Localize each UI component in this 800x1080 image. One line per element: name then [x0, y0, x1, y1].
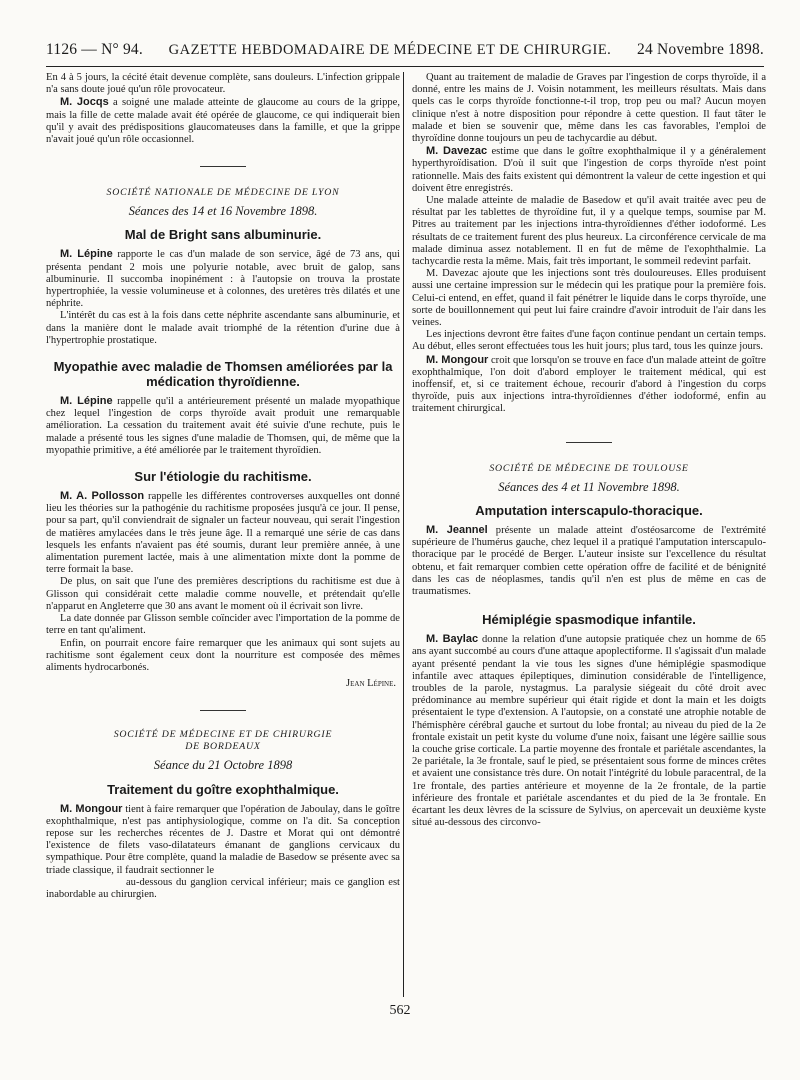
- paragraph: [46, 803, 400, 877]
- society-heading: SOCIÉTÉ NATIONALE DE MÉDECINE DE LYON: [106, 187, 340, 199]
- paragraph: [412, 633, 766, 829]
- paragraph: M. Davezac ajoute que les injections sont très douloureuses. Elles produisent aussi une certaine impression sur le médecin qui les pratique pour la première fois. Celui-ci entend, en effet, quand il fait pénétrer le liquide dans le corps thyroïde, une sorte de bouillonnement qui peut lui faire craindre d'avoir introduit de l'air dans les veines.: [412, 268, 766, 329]
- section-title: Myopathie avec maladie de Thomsen améliorées par la médication thyroïdienne.: [53, 359, 393, 390]
- paragraph: Enfin, on pourrait encore faire remarquer que les animaux qui sont sujets au rachitisme sont également ceux dont la nourriture est composée des mêmes aliments hydrocarbonés.: [46, 637, 400, 673]
- speaker: M. Mongour: [60, 802, 123, 815]
- paragraph: L'intérêt du cas est à la fois dans cette néphrite ascendante sans albuminurie, et dans la manière dont le malade avait triomphé de la rétention d'urine due à l'hypertrophie prostatique.: [46, 310, 400, 346]
- paragraph: au-dessous du ganglion cervical inférieur; mais ce ganglion est inabordable au chirurgien.: [46, 876, 400, 900]
- speaker: M. Jocqs: [60, 96, 109, 109]
- society-heading: SOCIÉTÉ DE MÉDECINE DE TOULOUSE: [489, 462, 689, 474]
- paragraph-text: tient à faire remarquer que l'opération de Jaboulay, dans le goître exophthalmique, n'est pas antiphysiologique, comme on l'a dit. Sa conception repose sur les recherches récentes de J. Dastre et Morat qui ont démontré l'existence de filets vaso-dilatateurs émanant de ganglions cervicaux du sympathique. Pour être complète, quand la maladie de Basedow se présente avec sa triade classique, il faudrait sectionner le: [46, 803, 400, 876]
- paragraph: De plus, on sait que l'une des premières descriptions du rachitisme est due à Glisson qui considérait cette maladie comme nouvelle, et prétendait qu'elle n'apparut en Angleterre que 30 ans avant le moment où il écrivait son livre.: [46, 576, 400, 612]
- paragraph-text: rappelle qu'il a antérieurement présenté un malade myopathique chez lequel l'ingestion de corps thyroïde avait produit une remarquable amélioration. La cessation du traitement avait été suivie d'une rechute, puis le malade a présenté tous les signes d'une maladie de Thomsen, qui, de même que la myopathie primitive, a été améliorée par le traitement thyroïdien.: [46, 396, 400, 456]
- paragraph: La date donnée par Glisson semble coïncider avec l'importation de la pomme de terre en tant qu'aliment.: [46, 613, 400, 637]
- section-separator: [200, 166, 246, 167]
- signature: Jean Lépine.: [346, 678, 396, 690]
- column-divider: [403, 72, 404, 997]
- journal-title: GAZETTE HEBDOMADAIRE DE MÉDECINE ET DE CHIRURGIE.: [168, 42, 612, 58]
- paragraph-text: croit que lorsqu'on se trouve en face d'un malade atteint de goître exophthalmique, l'on doit d'abord employer le traitement médical, qui est inoffensif, et, si ce traitement échoue, recourir d'abord à l'ingestion du corps thyroïde, puis aux injections intra-thyroïdiennes d'éther iodoformé, enfin au traitement chirurgical.: [412, 354, 766, 415]
- speaker: M. Baylac: [426, 633, 479, 646]
- paragraph-text: rappelle les différentes controverses auxquelles ont donné lieu les théories sur la pathogénie du rachitisme proposées jusqu'à ce jour. Il pense, pour sa part, qu'il conviendrait de signaler un facteur nouveau, qui serait l'ingestion de matières amylacées dans le très jeune âge. Il a remarqué une série de cas dans lesquels les enfants n'avaient pas été soumis, durant leur première année, à une alimentation purement lactée, mais à une alimentation mixte dont la pomme de terre formait la base.: [46, 491, 400, 576]
- left-column: [46, 72, 400, 901]
- section-title: Amputation interscapulo-thoracique.: [475, 502, 703, 518]
- paragraph: Les injections devront être faites d'une façon continue pendant un certain temps. Au début, elles seront effectuées tous les huit jours; plus tard, tous les quinze jours.: [412, 329, 766, 353]
- paragraph: [46, 490, 400, 576]
- speaker: M. Lépine: [60, 395, 113, 408]
- section-title: Mal de Bright sans albuminurie.: [124, 227, 322, 243]
- society-heading: SOCIÉTÉ DE MÉDECINE ET DE CHIRURGIE: [113, 729, 333, 741]
- paragraph: [412, 524, 766, 598]
- speaker: M. Mongour: [426, 353, 489, 366]
- speaker: M. Davezac: [426, 145, 488, 158]
- paragraph: Quant au traitement de maladie de Graves par l'ingestion de corps thyroïde, il a donné, entre les mains de J. Voisin notamment, les meilleurs résultats. Mais dans quels cas le corps thyroïde fonctionne-t-il trop, trop peu ou mal? Aucun moyen clinique n'est à notre disposition pour répondre à cette question. Il faut tâter le malade et bien se souvenir que, même dans les cas favorables, l'emploi de thyroïdine donne toujours un peu de tachycardie au début.: [412, 72, 766, 145]
- paragraph: [46, 395, 400, 457]
- section-separator: [566, 442, 612, 443]
- page-ref: 1126 — N° 94.: [46, 41, 143, 58]
- paragraph-text: donne la relation d'une autopsie pratiquée chez un homme de 65 ans ayant succombé au cours d'une attaque apoplectiforme. Il s'agissait d'un malade ayant présenté pendant la vie tous les signes d'une hémiplégie spasmodique infantile avec attaques épileptiques, diminution considérable de l'intelligence, troubles de la parole, nystagmus. La paralysie siégeait du côté droit avec prédominance au membre supérieur qui était rigide et dont la main et les doigts présentaient le type d'extension. A l'autopsie, on a constaté une atrophie notable de l'hémisphère cérébral gauche et surtout du lobe frontal; au niveau du pied de la 2e frontale existait un petit kyste du volume d'une noix, faisant une légère saillie sous la couche grise corticale. La partie moyenne des frontale et pariétale ascendantes, la 2e pariétale, la 3e frontale, sauf le pied, se présentaient sous forme de minces crêtes et avaient une consistance très dure. On notait l'intégrité du lobule paracentral, de la 1re frontale, des parties antérieure et moyenne de la 2e frontale, de la partie inférieure des frontale et pariétale ascendantes et du pied de la 3e frontale. En écartant les deux lèvres de la scissure de Sylvius, on apercevait un deuxième kyste situé au-dessous des circonvo-: [412, 634, 767, 829]
- header-rule: [46, 66, 764, 67]
- section-title: Traitement du goître exophthalmique.: [107, 781, 339, 797]
- paragraph: [46, 248, 400, 310]
- section-title: Hémiplégie spasmodique infantile.: [482, 612, 696, 628]
- paragraph: Une malade atteinte de maladie de Basedow et qu'il avait traitée avec peu de résultat par les tablettes de thyroïdine fut, il y a quelque temps, soumise par M. Pitres au traitement par les injections intra-thyroïdiennes d'éther iodoformé. Les résultats de ce traitement furent des plus heureux. La circonférence cervicale de ma malade diminua assez notablement. Il en fut de même de l'exophthalmie. La tachycardie resta la même. Mais, fait très important, le sommeil redevint parfait.: [412, 195, 766, 268]
- speaker: M. A. Pollosson: [60, 490, 145, 503]
- paragraph: [46, 96, 400, 146]
- session-heading: Séance du 21 Octobre 1898: [153, 758, 293, 773]
- paragraph-text: a soigné une malade atteinte de glaucome au cours de la grippe, mais la fille de cette malade avait été opérée de glaucome, ce qui indiquerait bien qu'il y avait des prédispositions glaucomateuses dans la famille, et que la grippe n'avait joué qu'un rôle occasionnel.: [46, 97, 400, 146]
- paragraph: [412, 145, 766, 195]
- section-title: Sur l'étiologie du rachitisme.: [134, 469, 312, 485]
- issue-date: 24 Novembre 1898.: [637, 41, 764, 58]
- paragraph-text: rapporte le cas d'un malade de son service, âgé de 73 ans, qui présenta pendant 2 mois une polyurie notable, avec bruit de galop, sans albuminurie. Il succomba inopinément : à l'autopsie on trouva la prostate hypertrophiée, la vessie volumineuse et à colonnes, des uretères très dilatés et une néphrite.: [46, 249, 400, 310]
- session-heading: Séances des 14 et 16 Novembre 1898.: [128, 204, 318, 219]
- paragraph-text: estime que dans le goître exophthalmique il y a généralement hyperthyroïdisation. D'où il suit que l'ingestion de corps thyroïde n'est point rationnelle. Mais des faits existent qui démontrent la valeur de cette ingestion et qui doivent être enregistrés.: [412, 146, 766, 194]
- society-heading-line2: DE BORDEAUX: [185, 741, 261, 753]
- speaker: M. Lépine: [60, 248, 113, 261]
- running-header: [46, 41, 764, 63]
- paragraph-text: présente un malade atteint d'ostéosarcome de l'extrémité supérieure de l'humérus gauche, chez lequel il a pratiqué l'amputation interscapulo-thoracique par le procédé de Berger. L'auteur insiste sur l'excellence du résultat obtenu, et fait remarquer combien cette opération offre de facilité et de bénignité dans les cas de néoplasmes, tandis qu'il n'en est plus de même en cas de traumatismes.: [412, 524, 766, 597]
- paragraph: En 4 à 5 jours, la cécité était devenue complète, sans douleurs. L'infection grippale n'a sans doute joué qu'un rôle provocateur.: [46, 72, 400, 96]
- speaker: M. Jeannel: [426, 523, 488, 536]
- page-number: 562: [389, 1003, 411, 1018]
- section-separator: [200, 710, 246, 711]
- right-column: [412, 72, 766, 829]
- paragraph: [412, 354, 766, 416]
- session-heading: Séances des 4 et 11 Novembre 1898.: [498, 479, 680, 494]
